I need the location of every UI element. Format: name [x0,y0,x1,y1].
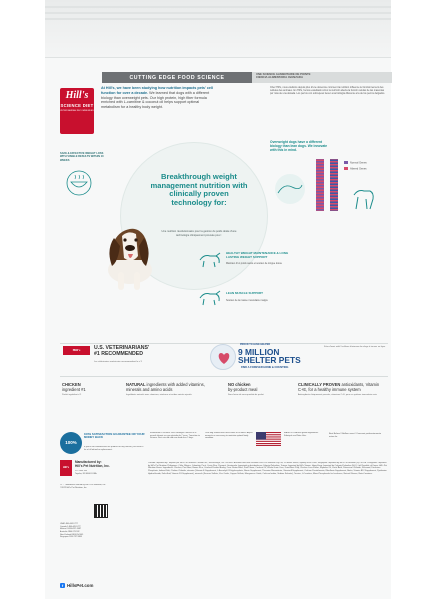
gene-chart [270,155,388,217]
seal-line [45,18,391,20]
legend-altered: Altered Genes [350,167,367,171]
benefit-antioxidants [298,383,388,397]
benefit-rest: ingredient #1 [62,386,86,392]
benefit-head: CHICKEN [62,382,81,387]
logo-tag: VETERINARIAN RECOMMENDED [60,110,94,112]
usa-flag-icon [256,432,281,446]
manufacturer-address: P.O. Box 148 Topeka, KS 66601 USA [75,470,97,475]
dog-maintenance-icon [196,250,222,268]
vet-title: U.S. VETERINARIANS' #1 RECOMMENDED [94,345,150,357]
legend-swatch-altered [344,167,348,170]
guarantee-text: If you're not satisfied with our product for any reason, just return it for a full refund or replacement. [84,446,144,451]
shelter-proud: PROUD TO HAVE HELPED [240,343,271,346]
benefit-text: Sans farine de sous-produits de poulet [228,394,264,397]
intro-rest: We learned that dogs with a different biology than overweight pets. Our high protein, high fiber formula enriched with L-carnitine & coconut oil helps support optimal metabolism for a healthy body weight. [101,90,210,110]
bowl-icon [64,170,94,196]
intro-translation: Chez Hill's, nous étudions depuis plus d'une décennie comment la nutrition influence le fonctionnement des cellules des animaux. En Hill's, hemos estudiado cómo la nutrición afecta la función celular de las mascotas por más de una década. Los perros con sobrepeso tienen una biología diferente a la de los perros delgados. [270,86,385,96]
strip-title: CUTTING EDGE FOOD SCIENCE [102,72,252,83]
feeding-note: Your dog should have fresh water at all times. Adjust amounts as necessary to maintain optimal body condition. [205,432,253,440]
lot-date-area: Best Before / Meilleur avant / Consumir preferentemente antes de: [329,433,381,438]
benefit-rest: by-product meal [228,386,258,392]
shelter-translation: Fière d'avoir aidé 9 millions d'animaux de refuge à trouver un foyer [324,346,386,348]
headline: Breakthrough weight management nutrition with clinically proven technology for: [150,172,248,207]
contact-numbers: USA 1-800-445-5777 Canada 1-800-445-5777 México 01-800-237-5487 Australia 1800 679 932 New Zealand 0800 654 445 Singapore 1800 737 9888 [60,523,84,539]
benefit-chicken [62,383,110,397]
benefit-text: Antioxydants cliniquement prouvés, vitamines C+E, pour un système immunitaire sain [298,394,377,397]
seal-line [45,12,391,14]
heart-icon [211,345,237,371]
trademark-note: ®/™ Trademarks owned by Hill's Pet Nutrition, Inc. ©2022 Hill's Pet Nutrition, Inc. [60,484,106,489]
beagle-dog-image [92,210,164,294]
website-link[interactable] [60,583,93,588]
benefit-no-byproduct [228,383,278,397]
dog-muscle-icon [196,288,222,306]
multilingual-ingredients: Canada: Imported by / Importé par Hill's Pet Nutrition Canada Inc., Mississauga, ON L5N 0E9. Australia and New Zealand: Hill's Pet Nutrition Pty Ltd, 15 Moore Street, Sydney NSW 2000. Singapore: Imported by Hill's Pet Nutrition (S) Pte Ltd. Philippines: Imported by Hill's Pet Nutrition Philippines. Chile, México, Colombia, Perú, Costa Rica, Panamá, Guatemala: Importado y distribuido por Colgate-Palmolive. Taiwan: Imported by Hill's Taiwan. Hong Kong: Imported by Colgate-Palmolive (H.K.) Ltd. Republic of Korea: Hill's Pet Nutrition Korea. Ingredients: Chicken, Pea Fiber, Brown Rice, Cracked Pearled Barley, Corn Gluten Meal, Pork Flavor, Coconut Oil, Whole Grain Corn, Dried Beet Pulp, Chicken Liver Flavor, Soybean Oil, Lactic Acid, Potassium Chloride, Flaxseed, Dicalcium Phosphate, Iodized Salt, Choline Chloride, vitamins (Vitamin E Supplement, L-Ascorbyl-2-Polyphosphate, Niacin Supplement, Thiamine Mononitrate, Vitamin A Supplement, Calcium Pantothenate, Riboflavin Supplement, Biotin, Vitamin B12 Supplement, Pyridoxine Hydrochloride, Folic Acid, Vitamin D3 Supplement), minerals (Ferrous Sulfate, Zinc Oxide, Copper Sulfate, Manganous Oxide, Calcium Iodate, Sodium Selenite), Taurine, L-Carnitine, Mixed Tocopherols for freshness, Natural Flavors, Beta-Carotene. [148,462,387,475]
benefit-text: Poulet ingrédient n°1 [62,394,82,397]
made-in-note: MADE IN USA with global ingredients. Fabriqué aux États-Unis. [284,432,319,437]
headline-translation: Une nutrition révolutionnaire pour la gestion du poids dotée d'une technologie cliniquement prouvée pour : [161,230,237,237]
benefit-label-muscle: LEAN MUSCLE SUPPORT [226,291,264,295]
legend-normal: Normal Genes [350,161,367,165]
guarantee-title: 100% SATISFACTION GUARANTEE OR YOUR MONEY BACK [84,432,145,440]
hills-logo [60,88,94,134]
benefit-head: NATURAL [126,382,146,387]
shelter-pets: SHELTER PETS [238,355,301,365]
shelter-million: 9 MILLION [238,347,280,357]
shelter-heart-logo [210,344,236,370]
bag-top-seal [45,0,391,58]
website-text: HillsPet.com [67,583,94,588]
weight-loss-note: SAFE & EFFECTIVE WEIGHT LOSS WITH VISIBLE RESULTS WITHIN 10 WEEKS [60,152,104,162]
benefit-translation: Soutien de la masse musculaire maigre [226,299,268,302]
qr-code[interactable] [94,504,108,518]
chart-title: Overweight dogs have a different biology than lean dogs. We innovate with this in mind. [270,140,328,152]
shelter-forever: FIND A FOREVER HOME & COUNTING [241,366,289,369]
logo-line: SCIENCE DIET [60,103,94,108]
legend-swatch-normal [344,161,348,164]
manufacturer-title: Manufactured by: Hill's Pet Nutrition, Inc. [75,460,110,468]
intro-lead: At Hill's, we have been studying how nutrition impacts pets' cell function for over a decade. [101,86,213,95]
facebook-icon: f [61,583,64,589]
benefit-label-maintenance: HEALTHY WEIGHT MAINTENANCE & LONG LASTING WEIGHT SUPPORT [226,251,289,259]
vet-translation: Les vétérinaires américains recommandent le n°1 [94,361,143,363]
benefit-rest: ingredients with added vitamins, minerals and amino acids [126,382,205,392]
intro-text [101,86,213,110]
benefit-text: Ingrédients naturels avec vitamines, minéraux et acides aminés ajoutés [126,394,192,397]
benefit-head: CLINICALLY PROVEN [298,382,341,387]
gene-bar-overweight [330,159,338,211]
benefit-rest: antioxidants, Vitamin C+E, for a healthy immune system [298,382,380,392]
guarantee-badge: 100% [60,432,82,454]
header-strip [102,72,392,83]
strip-translation: UNE SCIENCE ALIMENTAIRE DE POINTE CIENCIA ALIMENTARIA AVANZADA [252,72,392,83]
logo-brand: Hill's [65,90,89,101]
seal-line [45,6,391,8]
vet-hills-logo: Hill's [63,346,90,355]
hills-small-logo: Hill's [60,460,72,476]
benefit-natural [126,383,208,397]
benefit-head: NO chicken [228,382,251,387]
benefit-translation: Maintien d'un poids santé et soutien de longue durée [226,262,283,265]
feeding-note: Introduction à Science Diet: mélangez l'ancien et le nouvel aliment sur une période de 7 jours. Transition to Science Diet: mix old and new food over 7 days. [150,432,200,440]
